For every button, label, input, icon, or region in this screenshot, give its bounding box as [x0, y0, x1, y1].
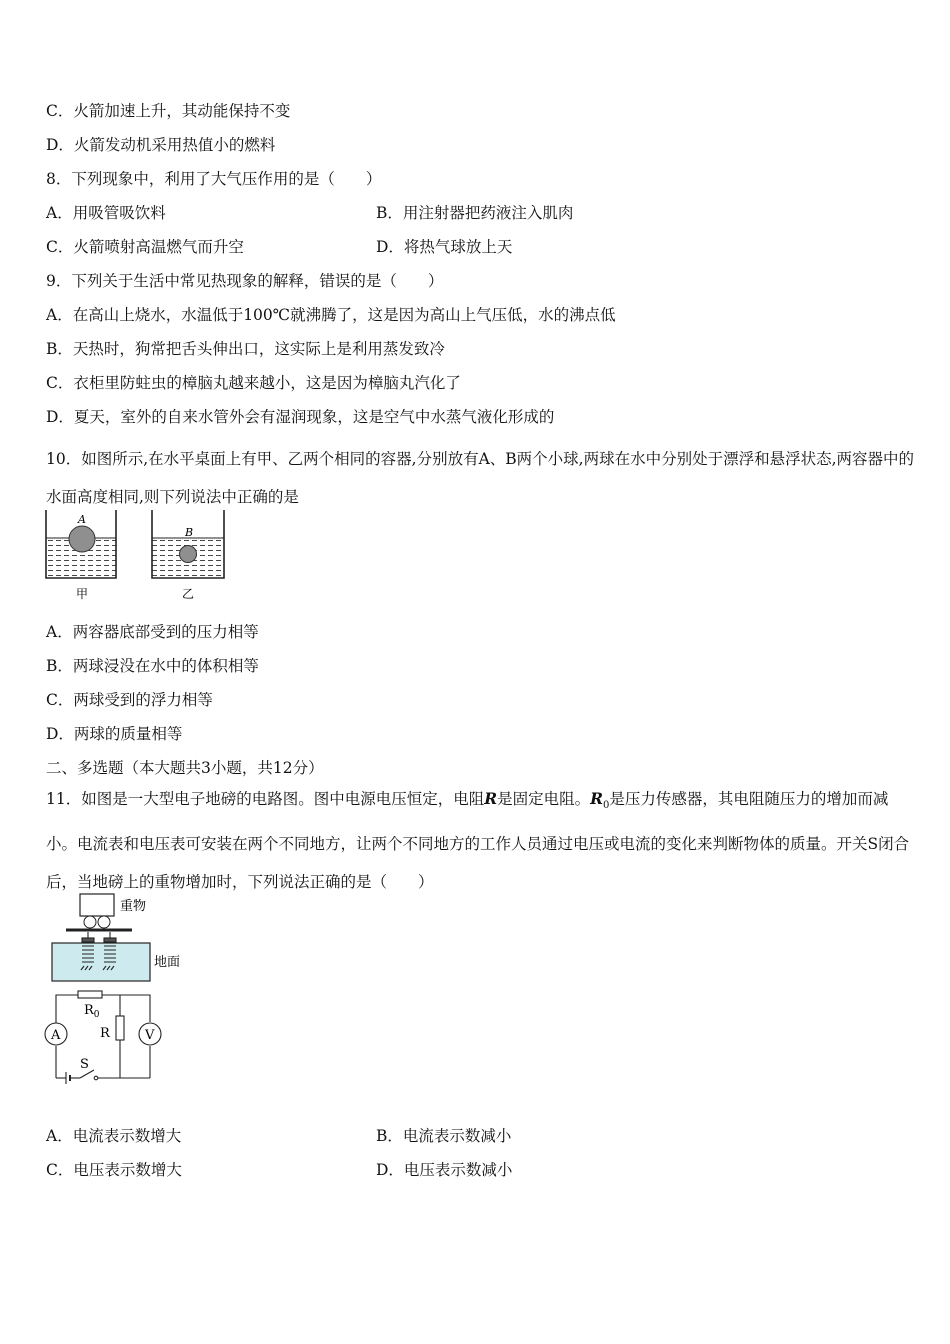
label-yi: 乙 — [182, 587, 195, 601]
label-jia: 甲 — [76, 587, 89, 601]
ball-b — [180, 546, 197, 563]
q9-option-c: C．衣柜里防蛀虫的樟脑丸越来越小，这是因为樟脑丸汽化了 — [46, 374, 461, 392]
q11-r-symbol: R — [484, 789, 498, 808]
q10-option-d: D．两球的质量相等 — [46, 725, 183, 743]
ground-box — [52, 943, 180, 981]
q9-option-a: A．在高山上烧水，水温低于100℃就沸腾了，这是因为高山上气压低，水的沸点低 — [46, 306, 616, 324]
label-r0 — [84, 1003, 100, 1020]
q10-option-c: C．两球受到的浮力相等 — [46, 691, 213, 709]
q10-stem: 10．如图所示,在水平桌面上有甲、乙两个相同的容器,分别放有A、B两个小球,两球在水中分别处于漂浮和悬浮状态,两容器中的水面高度相同,则下列说法中正确的是 — [46, 450, 915, 506]
q11-option-b: B．电流表示数减小 — [376, 1127, 512, 1145]
q11-option-a: A．电流表示数增大 — [46, 1127, 182, 1145]
ball-b-label: B — [185, 526, 194, 539]
label-ammeter: A — [51, 1028, 61, 1043]
q10-option-b: B．两球浸没在水中的体积相等 — [46, 657, 259, 675]
ball-a — [69, 526, 95, 552]
label-r0-letter: R — [84, 1003, 94, 1018]
q9-stem: 9．下列关于生活中常见热现象的解释，错误的是（ ） — [46, 272, 444, 290]
q11-option-d: D．电压表示数减小 — [376, 1161, 513, 1179]
ball-a-label: A — [78, 513, 86, 526]
label-r: R — [100, 1026, 110, 1041]
q11-option-c: C．电压表示数增大 — [46, 1161, 182, 1179]
q11-r0-subscript: 0 — [603, 800, 610, 812]
q7-option-c: C．火箭加速上升，其动能保持不变 — [46, 102, 291, 120]
q9-option-d: D．夏天，室外的自来水管外会有湿润现象，这是空气中水蒸气液化形成的 — [46, 408, 555, 426]
q8-option-d: D．将热气球放上天 — [376, 238, 513, 256]
container-yi — [152, 510, 224, 601]
weight-object — [80, 894, 146, 928]
label-weight: 重物 — [120, 899, 147, 914]
q11-stem-part1: 11．如图是一大型电子地磅的电路图。图中电源电压恒定，电阻 — [46, 790, 485, 808]
container-jia — [46, 510, 116, 601]
q8-stem: 8．下列现象中，利用了大气压作用的是（ ） — [46, 170, 382, 188]
q11-stem-part3: 是压力传感器，其电阻随压力的增加而减小。电流表和电压表可安装在两个不同地方，让两个不同地方的工作人员通过电压或电流的变化来判断物体的质量。开关S闭合后，当地磅上的重物增加时，下列说法正确的是（ ） — [46, 790, 910, 892]
q10-figure — [40, 508, 240, 604]
q11-stem-part2: 是固定电阻。 — [497, 790, 591, 808]
q11-figure — [40, 888, 210, 1088]
q8-option-a: A．用吸管吸饮料 — [46, 204, 166, 222]
q7-option-d: D．火箭发动机采用热值小的燃料 — [46, 136, 276, 154]
q9-option-b: B．天热时，狗常把舌头伸出口，这实际上是利用蒸发致冷 — [46, 340, 445, 358]
q10-option-a: A．两容器底部受到的压力相等 — [46, 623, 259, 641]
voltmeter — [139, 1023, 161, 1045]
q8-option-b: B．用注射器把药液注入肌肉 — [376, 204, 574, 222]
label-r0-sub: 0 — [93, 1010, 100, 1020]
q8-option-c: C．火箭喷射高温燃气而升空 — [46, 238, 244, 256]
ammeter — [45, 1023, 67, 1045]
section-2-title: 二、多选题（本大题共3小题，共12分） — [46, 759, 324, 777]
q11-stem — [46, 780, 916, 901]
label-ground: 地面 — [154, 955, 181, 970]
label-voltmeter: V — [145, 1028, 155, 1043]
q11-r0-symbol: R — [590, 789, 604, 808]
label-switch: S — [80, 1057, 89, 1072]
